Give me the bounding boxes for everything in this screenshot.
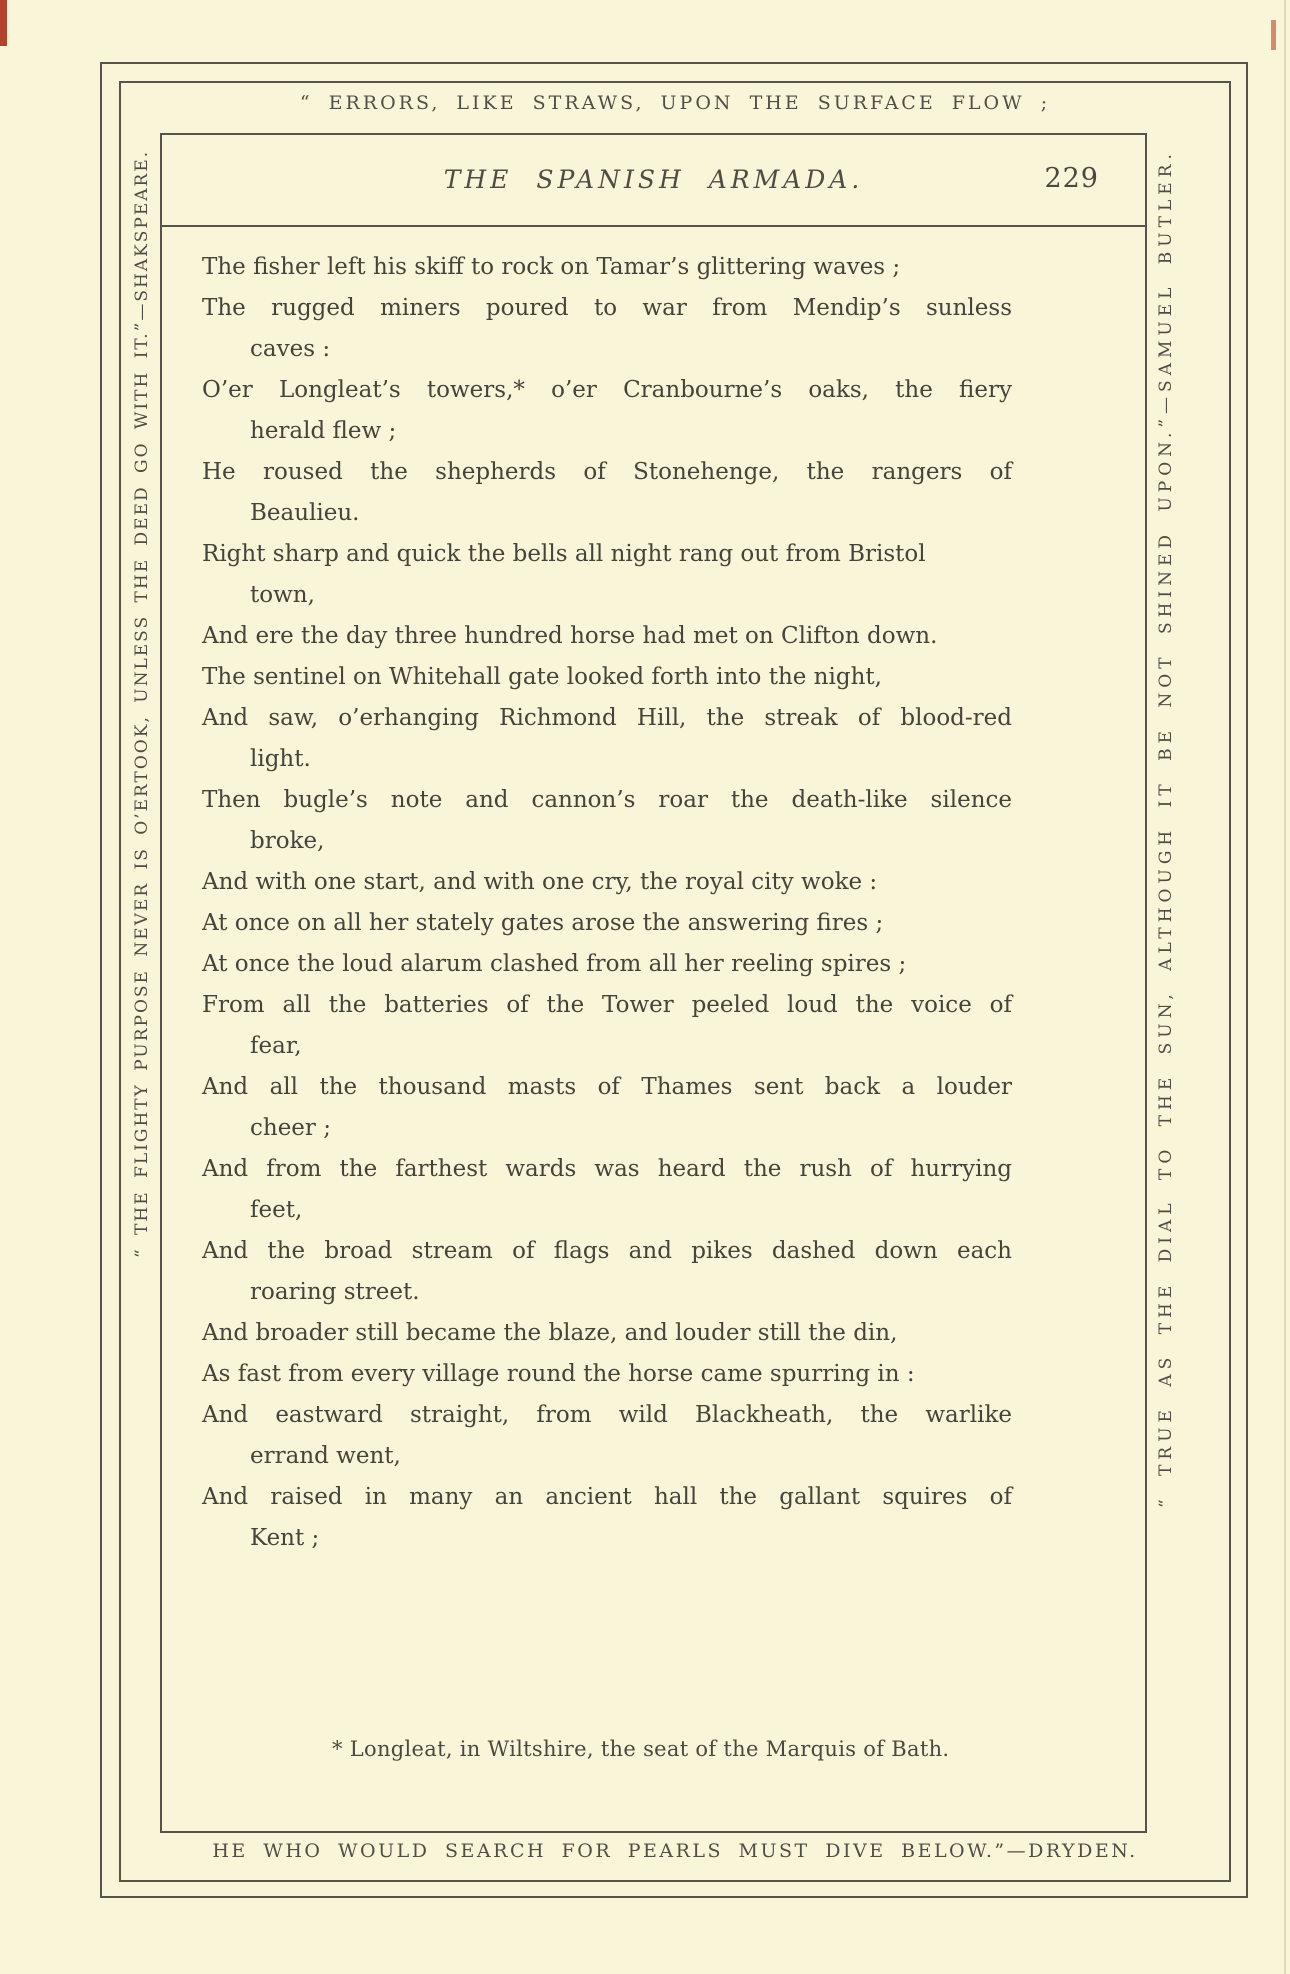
poem-line: And from the farthest wards was heard the rush of hurrying: [202, 1156, 1012, 1182]
page-title: THE SPANISH ARMADA.: [443, 165, 864, 194]
poem-line: He roused the shepherds of Stonehenge, the rangers of: [202, 459, 1012, 485]
poem-line: fear,: [250, 1033, 302, 1059]
poem-line: herald flew ;: [250, 418, 397, 444]
footnote: * Longleat, in Wiltshire, the seat of the Marquis of Bath.: [332, 1737, 950, 1761]
poem-line: And saw, o’erhanging Richmond Hill, the streak of blood-red: [202, 705, 1012, 731]
page-number: 229: [1044, 163, 1099, 194]
left-border-quote: “ THE FLIGHTY PURPOSE NEVER IS O’ERTOOK, UNLESS THE DEED GO WITH IT.”—SHAKSPEARE.: [132, 149, 152, 1258]
page-edge-shadow: [1284, 0, 1286, 1974]
top-border-quote: “ ERRORS, LIKE STRAWS, UPON THE SURFACE FLOW ;: [299, 92, 1051, 114]
poem-line: light.: [250, 746, 311, 772]
poem-line: Right sharp and quick the bells all night rang out from Bristol: [202, 541, 926, 567]
poem-line: broke,: [250, 828, 325, 854]
poem-body: [202, 247, 1012, 1559]
poem-line: The rugged miners poured to war from Mendip’s sunless: [202, 295, 1012, 321]
poem-line: caves :: [250, 336, 331, 362]
poem-line: And broader still became the blaze, and louder still the din,: [202, 1320, 898, 1346]
page-header: [162, 135, 1145, 227]
page-content-box: [160, 133, 1147, 1833]
poem-line: errand went,: [250, 1443, 401, 1469]
poem-line: Kent ;: [250, 1525, 320, 1551]
poem-line: At once the loud alarum clashed from all her reeling spires ;: [202, 951, 907, 977]
poem-line: And raised in many an ancient hall the gallant squires of: [202, 1484, 1012, 1510]
poem-line: And the broad stream of flags and pikes dashed down each: [202, 1238, 1012, 1264]
poem-line: And all the thousand masts of Thames sent back a louder: [202, 1074, 1012, 1100]
bottom-border-quote: HE WHO WOULD SEARCH FOR PEARLS MUST DIVE BELOW.”—DRYDEN.: [212, 1840, 1138, 1862]
poem-line: Then bugle’s note and cannon’s roar the death-like silence: [202, 787, 1012, 813]
poem-line: O’er Longleat’s towers,* o’er Cranbourne’s oaks, the fiery: [202, 377, 1012, 403]
scan-artifact-red-right: [1271, 20, 1276, 50]
poem-line: The fisher left his skiff to rock on Tamar’s glittering waves ;: [202, 254, 901, 280]
poem-line: From all the batteries of the Tower peeled loud the voice of: [202, 992, 1012, 1018]
poem-line: Beaulieu.: [250, 500, 360, 526]
poem-line: town,: [250, 582, 315, 608]
poem-line: feet,: [250, 1197, 303, 1223]
poem-line: And eastward straight, from wild Blackheath, the warlike: [202, 1402, 1012, 1428]
scan-artifact-red-left: [0, 0, 7, 46]
right-border-quote: “ TRUE AS THE DIAL TO THE SUN, ALTHOUGH IT BE NOT SHINED UPON.”—SAMUEL BUTLER.: [1156, 149, 1176, 1508]
poem-line: cheer ;: [250, 1115, 331, 1141]
poem-line: roaring street.: [250, 1279, 420, 1305]
poem-line: As fast from every village round the horse came spurring in :: [202, 1361, 915, 1387]
poem-line: The sentinel on Whitehall gate looked forth into the night,: [202, 664, 882, 690]
poem-line: And with one start, and with one cry, the royal city woke :: [202, 869, 878, 895]
poem-line: At once on all her stately gates arose the answering fires ;: [202, 910, 884, 936]
poem-line: And ere the day three hundred horse had met on Clifton down.: [202, 623, 938, 649]
